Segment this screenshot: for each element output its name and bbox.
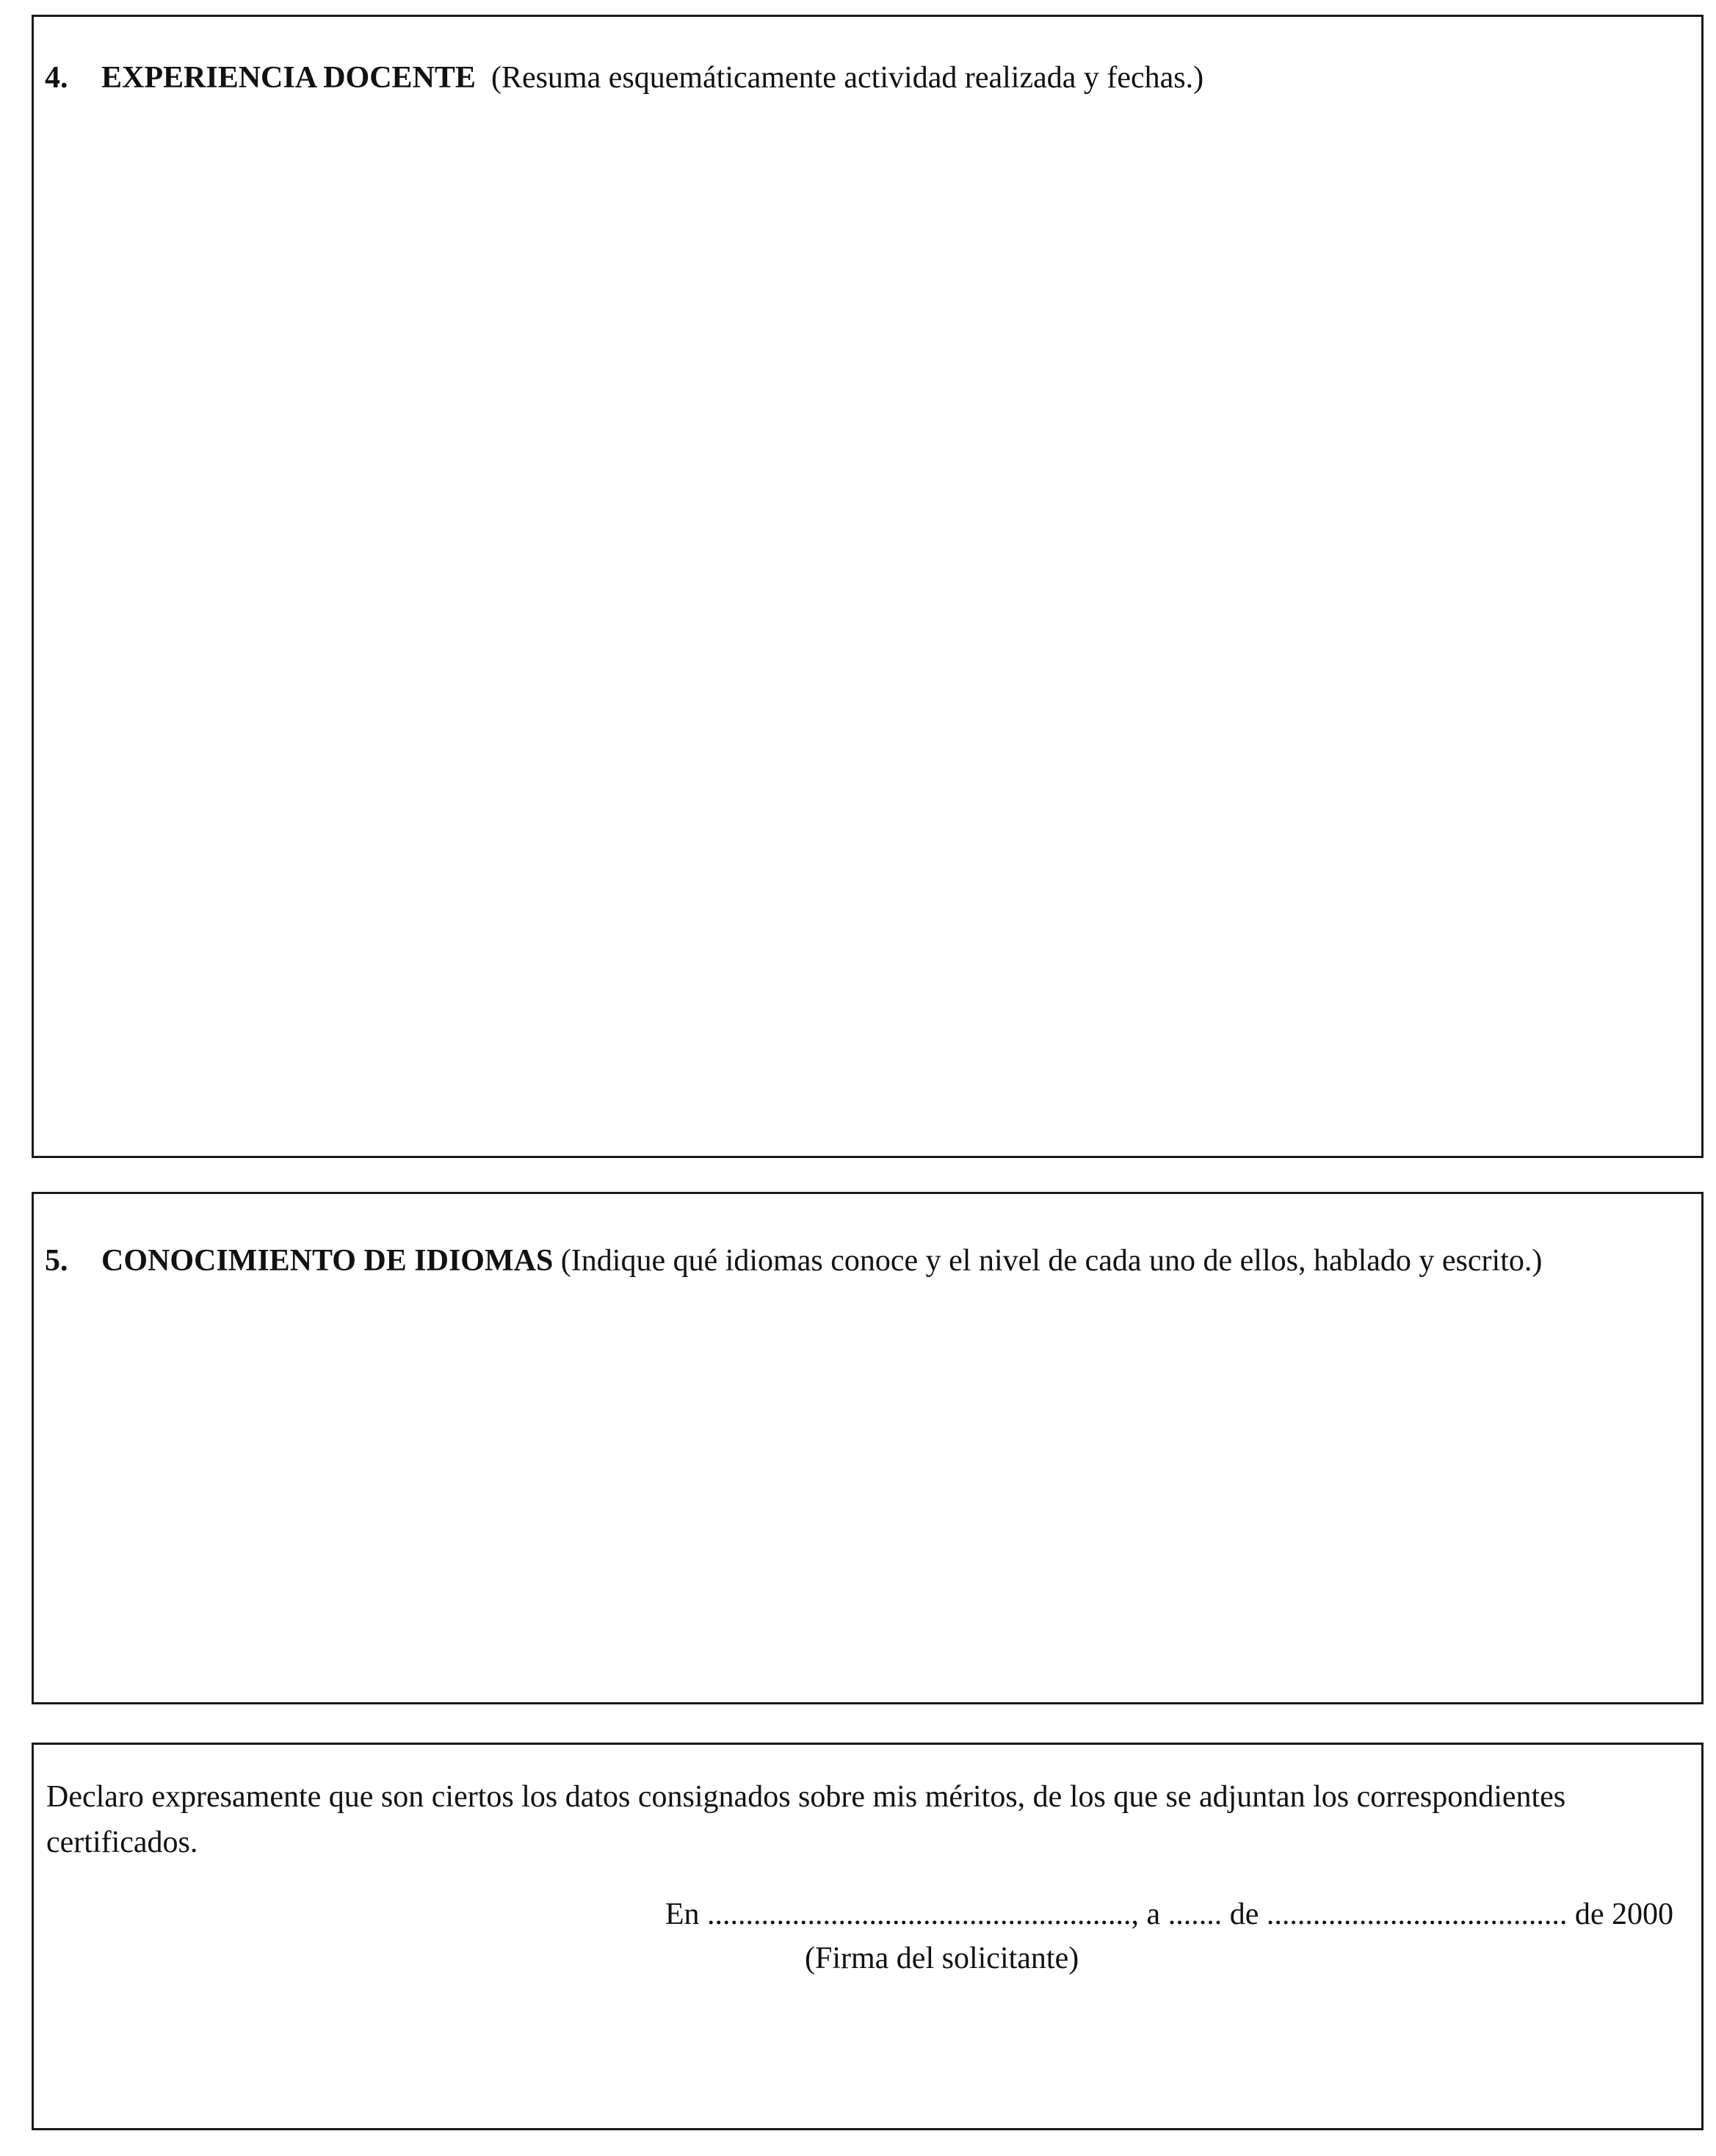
place-date-line: En ......................................................., a ....... de ....................................... de 2000 (665, 1898, 1673, 1931)
section-heading (45, 55, 1672, 101)
section-note: (Resuma esquemáticamente actividad realizada y fechas.) (490, 61, 1204, 95)
section-experiencia-docente (32, 15, 1704, 1158)
section-conocimiento-idiomas (32, 1192, 1704, 1704)
section-number: 4. (45, 61, 68, 95)
declaration-box (32, 1743, 1704, 2130)
section-title: CONOCIMIENTO DE IDIOMAS (101, 1244, 554, 1278)
declaration-text: Declaro expresamente que son ciertos los datos consignados sobre mis méritos, de los que se adjuntan los correspondientes certificados. (46, 1780, 1566, 1859)
section-note: (Indique qué idiomas conoce y el nivel de cada uno de ellos, hablado y escrito.) (560, 1244, 1543, 1278)
signature-label: (Firma del solicitante) (805, 1942, 1079, 1975)
section-number: 5. (45, 1244, 68, 1278)
section-title: EXPERIENCIA DOCENTE (101, 61, 476, 95)
section-heading (45, 1238, 1679, 1284)
